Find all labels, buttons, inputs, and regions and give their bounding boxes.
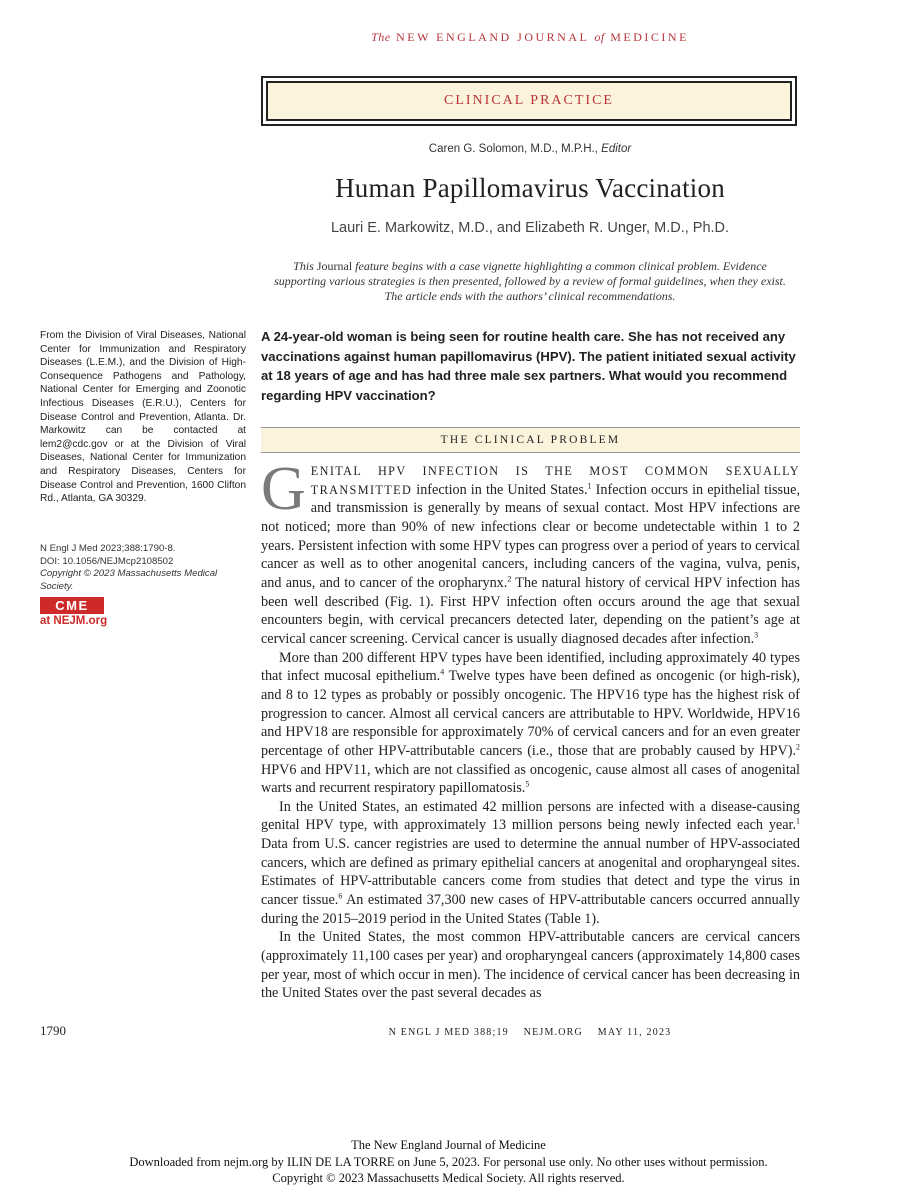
section-heading: THE CLINICAL PROBLEM (440, 434, 621, 446)
body-text-span: Infection occurs in epithelial tissue, and transmission is generally by means of sexual contact. Most HPV infections are not noticed; more than 90% of new infections clear or become undetectable within 1 to 2 years. Persistent infection with some HPV types can progress over a period of years to cervical cancer as well as to other anogenital cancers, including cancers of the vagina, vulva, penis, and anus, and to cancer of the oropharynx. (261, 481, 800, 591)
body-paragraph-1 (261, 455, 800, 649)
journal-masthead (260, 30, 800, 45)
citation: N Engl J Med 2023;388:1790-8. (40, 543, 176, 554)
author-affiliation: From the Division of Viral Diseases, National Center for Immunization and Respiratory Diseases (L.E.M.), and the Division of High-Consequence Pathogens and Pathology, National Center for Emerging and Zoonotic Infectious Diseases (E.R.U.), Centers for Disease Control and Prevention, Atlanta. Dr. Markowitz can be contacted at lem2@cdc.gov or at the Division of Viral Diseases, National Center for Immunization and Respiratory Diseases, Centers for Disease Control and Prevention, 1600 Clifton Rd., Atlanta, GA 30329. (40, 330, 246, 505)
body-text-span: An estimated 37,300 new cases of HPV-attributable cancers occurred annually during the 2015–2019 period in the United States (Table 1). (261, 892, 800, 927)
feature-note-prefix: This (293, 259, 317, 273)
masthead-of: of (594, 30, 605, 44)
download-notice: Downloaded from nejm.org by ILIN DE LA TORRE on June 5, 2023. For personal use only. No other uses without permission. (129, 1155, 768, 1169)
section-banner (261, 76, 797, 126)
cme-badge[interactable]: CME (40, 597, 104, 614)
doi: DOI: 10.1056/NEJMcp2108502 (40, 555, 174, 567)
reference-marker[interactable]: 2 (507, 574, 512, 584)
body-text-span: infection in the United States. (412, 481, 588, 498)
reference-marker[interactable]: 4 (440, 667, 445, 677)
download-journal-title: The New England Journal of Medicine (351, 1138, 546, 1152)
lead-in: ENITAL HPV INFECTION IS THE MOST COMMON SEXUALLY TRANSMITTED (310, 464, 800, 497)
masthead-name: NEW ENGLAND JOURNAL (396, 30, 589, 44)
reference-marker[interactable]: 1 (796, 816, 800, 826)
body-text-span: Twelve types have been defined as oncogenic (or high-risk), and 8 to 12 types as probably or possibly oncogenic. The HPV16 type has the highest risk of progression to cancer. Almost all cervical cancers are attributable to HPV. Worldwide, HPV16 and HPV18 are responsible for approximately 70% of cervical cancers and for an even greater percentage of other HPV-attributable cancers (i.e., those that are probably caused by HPV). (261, 668, 801, 759)
reference-marker[interactable]: 3 (754, 630, 759, 640)
cme-link[interactable]: at NEJM.org (40, 615, 108, 627)
feature-note-text: feature begins with a case vignette highlighting a common clinical problem. Evidence supporting various strategies is then presented, followed by a review of formal guidelines, when they exist. The article ends with the authors’ clinical recommendations. (274, 259, 786, 303)
reference-marker[interactable]: 6 (338, 891, 343, 901)
body-paragraph-4: In the United States, the most common HPV-attributable cancers are cervical cancers (approximately 11,100 cases per year) and oropharyngeal cancers (approximately 14,800 cases per year, most of which occur in men). The incidence of cervical cancer has been decreasing in the United States over the past several decades as (261, 929, 800, 1002)
article-body (261, 455, 801, 1003)
reference-marker[interactable]: 2 (796, 742, 800, 752)
copyright-note: Copyright © 2023 Massachusetts Medical Society. (40, 568, 218, 592)
drop-cap: G (261, 455, 306, 523)
body-text-span: More than 200 different HPV types have been identified, including approximately 40 types that infect mucosal epithelium. (261, 649, 800, 685)
body-text-span: In the United States, an estimated 42 million persons are infected with a disease-causing genital HPV type, with approximately 13 million persons being newly infected each year. (261, 798, 800, 834)
section-banner-inner (266, 81, 792, 121)
feature-note-journal: Journal (316, 259, 353, 273)
masthead-the: The (371, 30, 391, 44)
feature-note (272, 259, 788, 304)
download-copyright: Copyright © 2023 Massachusetts Medical Society. All rights reserved. (272, 1171, 625, 1185)
article-authors: Lauri E. Markowitz, M.D., and Elizabeth R. Unger, M.D., Ph.D. (330, 220, 730, 236)
editor-name: Caren G. Solomon, M.D., M.P.H., (428, 143, 598, 155)
page-number: 1790 (40, 1023, 66, 1038)
section-heading-bar (261, 427, 800, 453)
reference-marker[interactable]: 5 (525, 779, 530, 789)
body-paragraph-2 (261, 649, 800, 798)
editor-line (260, 143, 800, 155)
journal-footer: N ENGL J MED 388;19 NEJM.ORG MAY 11, 2023 (388, 1027, 672, 1038)
body-text-span: Data from U.S. cancer registries are used to determine the annual number of HPV-associated cancers, which are defined as primary epithelial cancers at anogenital and oropharyngeal sites. Estimates of HPV-attributable cancers come from studies that detect and type the virus in cancer tissue. (261, 836, 800, 909)
section-label: CLINICAL PRACTICE (444, 93, 614, 108)
body-text-span: HPV6 and HPV11, which are not classified as oncogenic, cause almost all cases of anogenital warts and recurrent respiratory papillomatosis. (261, 761, 800, 797)
case-vignette: A 24-year-old woman is being seen for routine health care. She has not received any vaccinations against human papillomavirus (HPV). The patient initiated sexual activity at 18 years of age and has had three male sex partners. What would you recommend regarding HPV vaccination? (261, 329, 796, 403)
masthead-medicine: MEDICINE (610, 30, 689, 44)
body-paragraph-3 (261, 798, 800, 929)
article-title: Human Papillomavirus Vaccination (335, 173, 725, 203)
body-text-span: The natural history of cervical HPV infection has been well described (Fig. 1). First HPV infection often occurs around the age that sexual encounters begin, with cervical precancers detected later, depending on the patient’s age at cervical cancer screening. Cervical cancer is usually diagnosed decades after infection. (261, 574, 800, 647)
citation-block (40, 543, 246, 593)
editor-role: Editor (601, 143, 632, 155)
reference-marker[interactable]: 1 (587, 480, 592, 490)
